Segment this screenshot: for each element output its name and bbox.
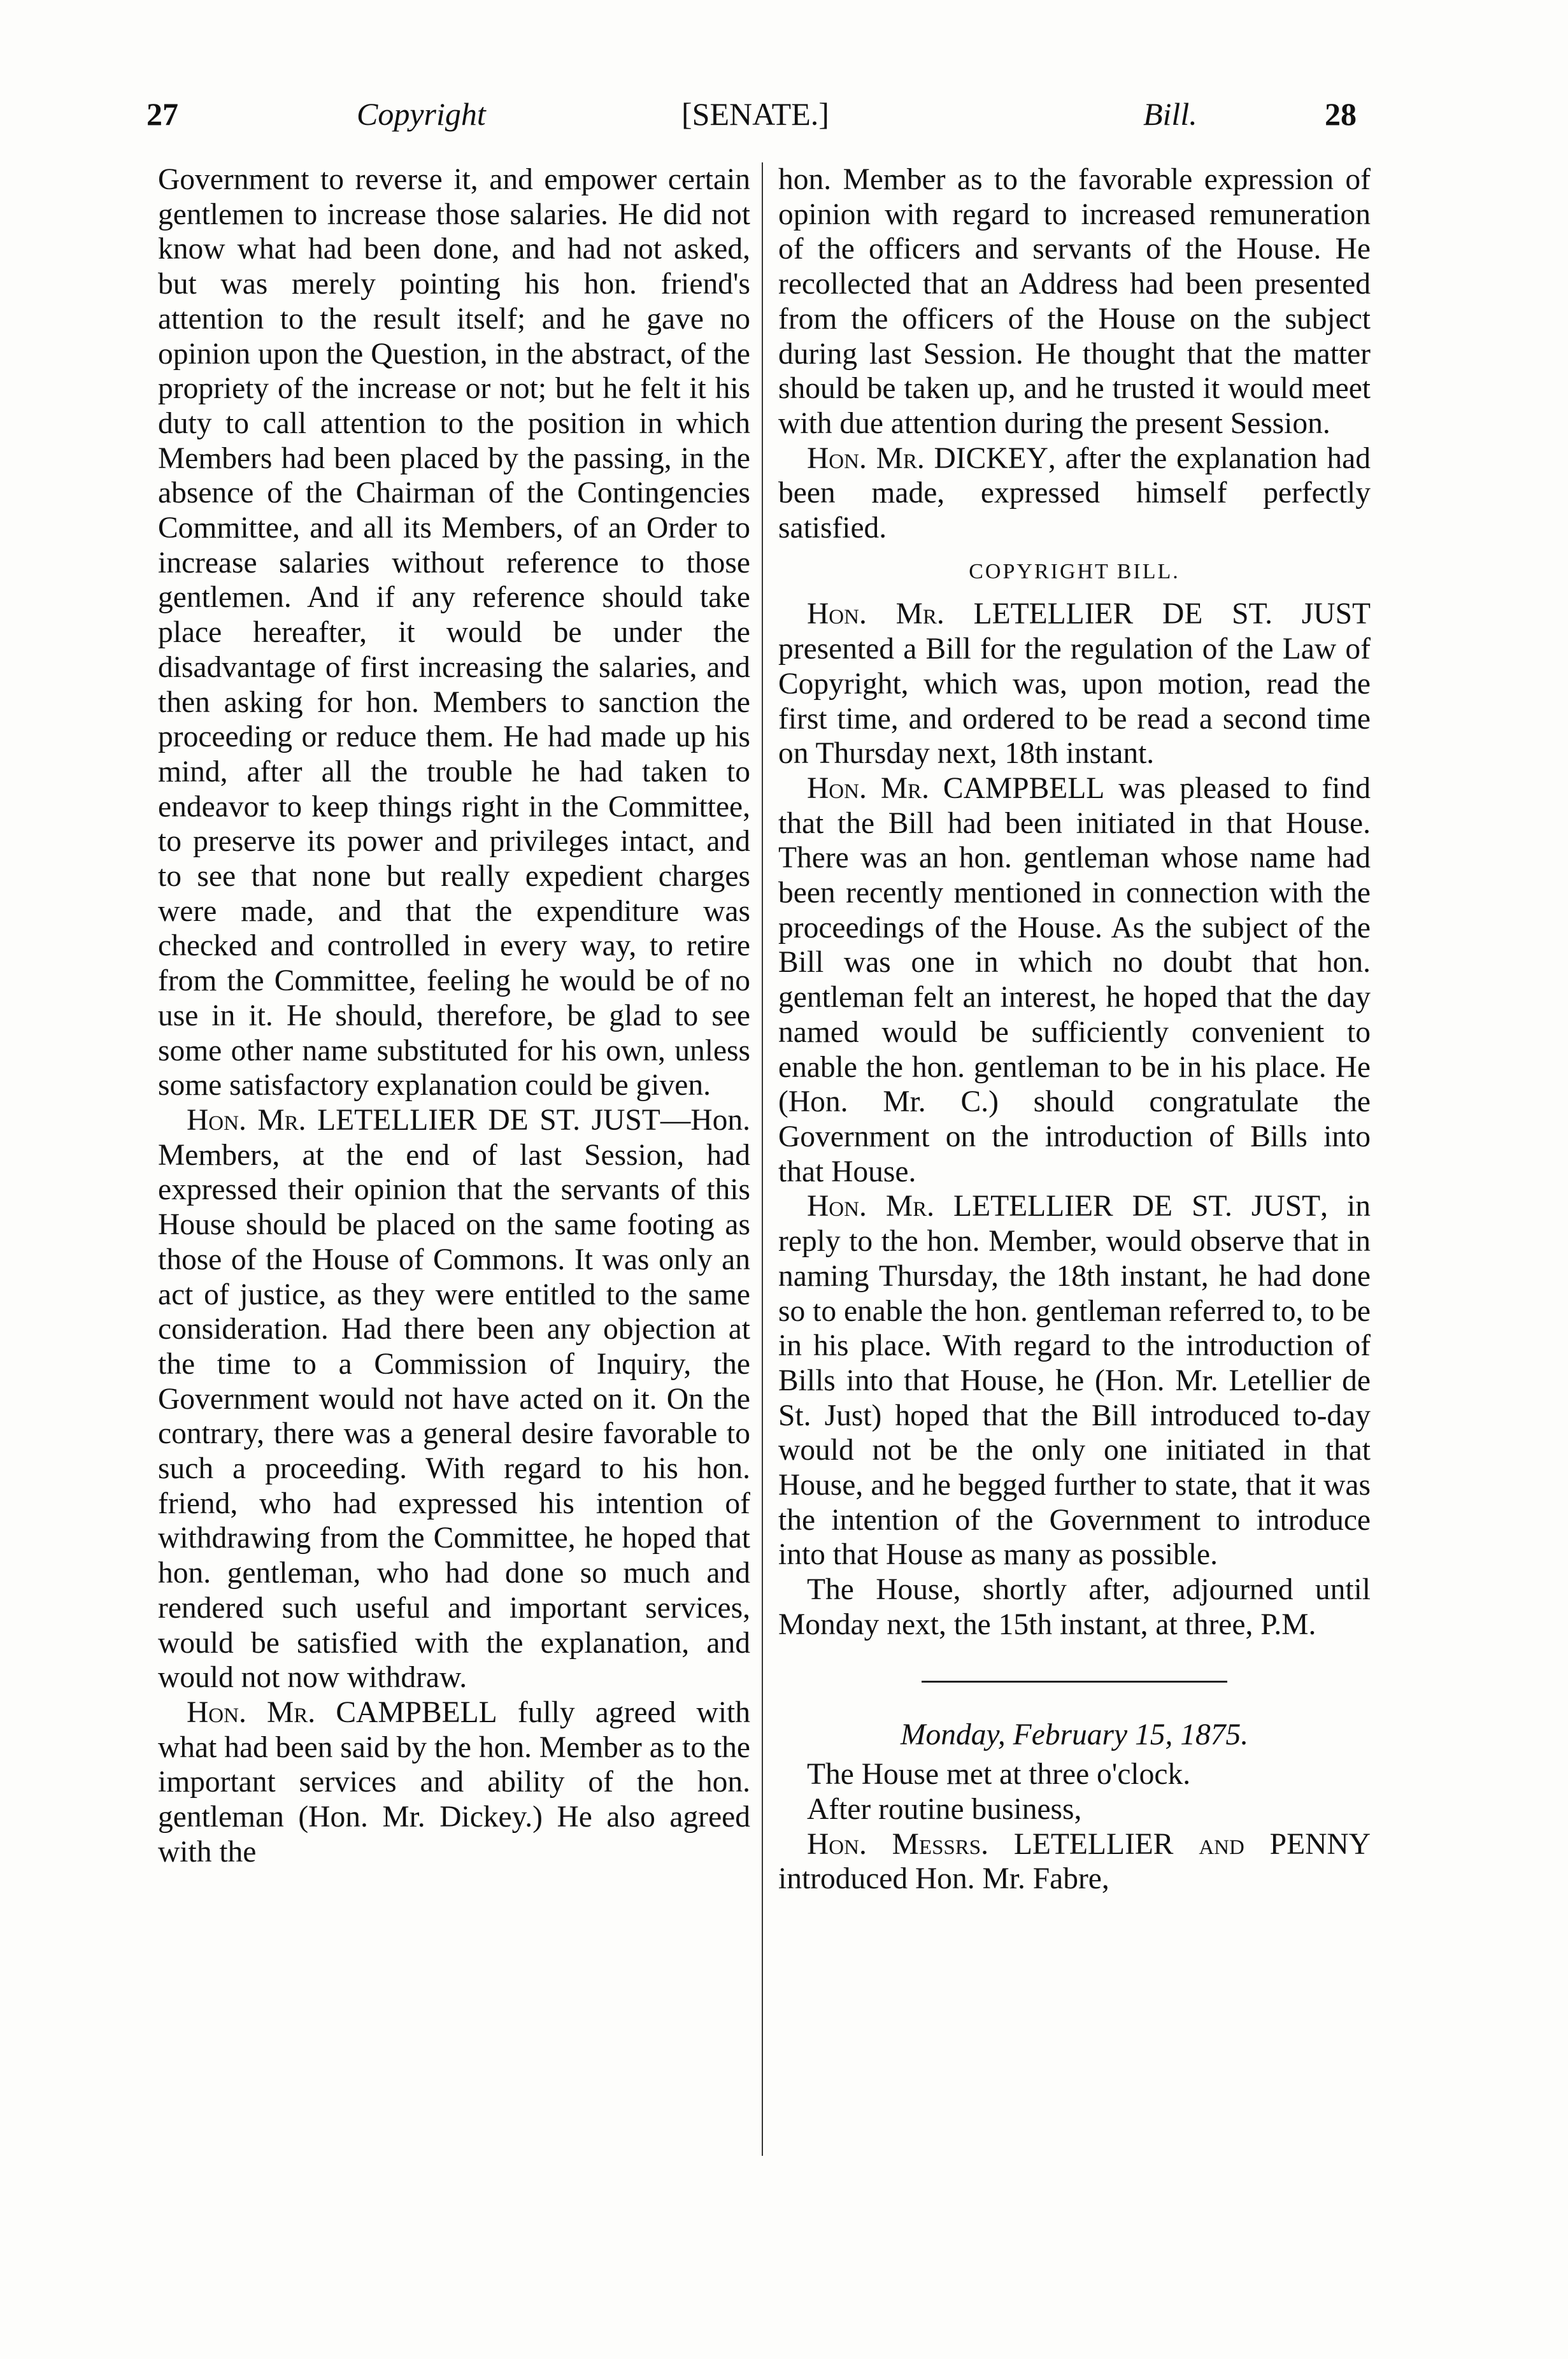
speech-text: —Hon. Members, at the end of last Session, had expressed their opinion that the servants of this House should be placed on the same footing as those of the House of Commons. It was only an act of justice, as they were entitled to the same consideration. Had there been any objection at the time to a Commission of Inquiry, the Government would not have acted on it. On the contrary, there was a general desire favorable to such a proceeding. With regard to his hon. friend, who had expressed his intention of withdrawing from the Committee, he hoped that hon. gentleman, who had done so much and rendered such useful and important services, would be satisfied with the explanation, and would not now withdraw. <box>158 1103 750 1695</box>
running-title-right: Bill. <box>1143 96 1197 132</box>
speech-text: presented a Bill for the regulation of the Law of Copyright, which was, upon motion, read the first time, and ordered to be read a second time on Thursday next, 18th instant. <box>778 632 1371 771</box>
paragraph <box>158 1695 750 1870</box>
paragraph: After routine business, <box>807 1792 1082 1826</box>
paragraph <box>778 771 1371 1189</box>
speech-text: fully agreed with what had been said by the hon. Member as to the important services and ability of the hon. gentleman (Hon. Mr. Dickey.) He also agreed with the <box>158 1695 750 1869</box>
paragraph: The House met at three o'clock. <box>807 1758 1191 1792</box>
paragraph <box>778 441 1371 546</box>
page-number-right: 28 <box>1325 96 1357 132</box>
sitting-date: Monday, February 15, 1875. <box>900 1718 1249 1751</box>
paragraph <box>778 1189 1371 1572</box>
paragraph: Government to reverse it, and empower certain gentlemen to increase those salaries. He did not know what had been done, and had not asked, but was merely pointing his hon. friend's attention to the result itself; and he gave no opinion upon the Question, in the abstract, of the propriety of the increase or not; but he felt it his duty to call attention to the position in which Members had been placed by the passing, in the absence of the Chairman of the Contingencies Committee, and all its Members, of an Order to increase salaries without reference to those gentlemen. And if any reference should take place hereafter, it would be under the disadvantage of first increasing the salaries, and then asking for hon. Members to sanction the proceeding or reduce them. He had made up his mind, after all the trouble he had taken to endeavor to keep things right in the Committee, to preserve its power and privileges intact, and to see that none but really expedient charges were made, and that the expenditure was checked and controlled in every way, to retire from the Committee, feeling he would be of no use in it. He should, therefore, be glad to see some other name substituted for his own, unless some satisfactory explanation could be given. <box>158 163 750 1102</box>
speech-text: was pleased to find that the Bill had been initiated in that House. There was an hon. gentleman whose name had been recently mentioned in connection with the proceedings of the House. As the subject of the Bill was one in which no doubt that hon. gentleman felt an interest, he hoped that the day named would be sufficiently convenient to enable the hon. gentleman to be in his place. He (Hon. Mr. C.) should congratulate the Government on the introduction of Bills into that House. <box>778 771 1371 1188</box>
column-divider <box>762 162 763 2156</box>
speaker-name: Hon. Mr. CAMPBELL <box>187 1695 497 1729</box>
paragraph <box>778 1827 1371 1897</box>
right-column <box>778 162 1371 1897</box>
section-heading: COPYRIGHT BILL. <box>969 559 1180 583</box>
running-header <box>146 96 1357 146</box>
speaker-name: Hon. Messrs. LETELLIER and PENNY <box>807 1827 1371 1861</box>
paragraph: hon. Member as to the favorable expression of opinion with regard to increased remuneration of the officers and servants of the House. He recollected that an Address had been presented from the officers of the House on the subject during last Session. He thought that the matter should be taken up, and he trusted it would meet with due attention during the present Session. <box>778 163 1371 440</box>
speaker-name: Hon. Mr. LETELLIER DE ST. JUST <box>807 597 1371 631</box>
paragraph <box>778 597 1371 771</box>
chamber-label: [SENATE.] <box>681 96 829 132</box>
speech-text: , in reply to the hon. Member, would observe that in naming Thursday, the 18th instant, he had done so to enable the hon. gentleman referred to, to be in his place. With regard to the introduction of Bills into that House, he (Hon. Mr. Letellier de St. Just) hoped that the Bill introduced to-day would not be the only one initiated in that House, and he begged further to state, that it was the intention of the Government to introduce into that House as many as possible. <box>778 1190 1371 1572</box>
paragraph: The House, shortly after, adjourned until Monday next, the 15th instant, at three, P.M. <box>778 1573 1371 1641</box>
paragraph <box>158 1103 750 1695</box>
speech-text: , after the explanation had been made, expressed himself perfectly satisfied. <box>778 441 1371 545</box>
speaker-name: Hon. Mr. LETELLIER DE ST. JUST <box>187 1103 660 1137</box>
speaker-name: Hon. Mr. LETELLIER DE ST. JUST <box>807 1190 1321 1223</box>
speaker-name: Hon. Mr. CAMPBELL <box>807 771 1105 805</box>
page-number-left: 27 <box>146 96 178 132</box>
section-rule <box>922 1681 1227 1683</box>
speech-text: introduced Hon. Mr. Fabre, <box>778 1862 1109 1896</box>
speaker-name: Hon. Mr. DICKEY <box>807 441 1048 475</box>
left-column <box>158 162 750 1869</box>
running-title-left: Copyright <box>357 96 486 132</box>
